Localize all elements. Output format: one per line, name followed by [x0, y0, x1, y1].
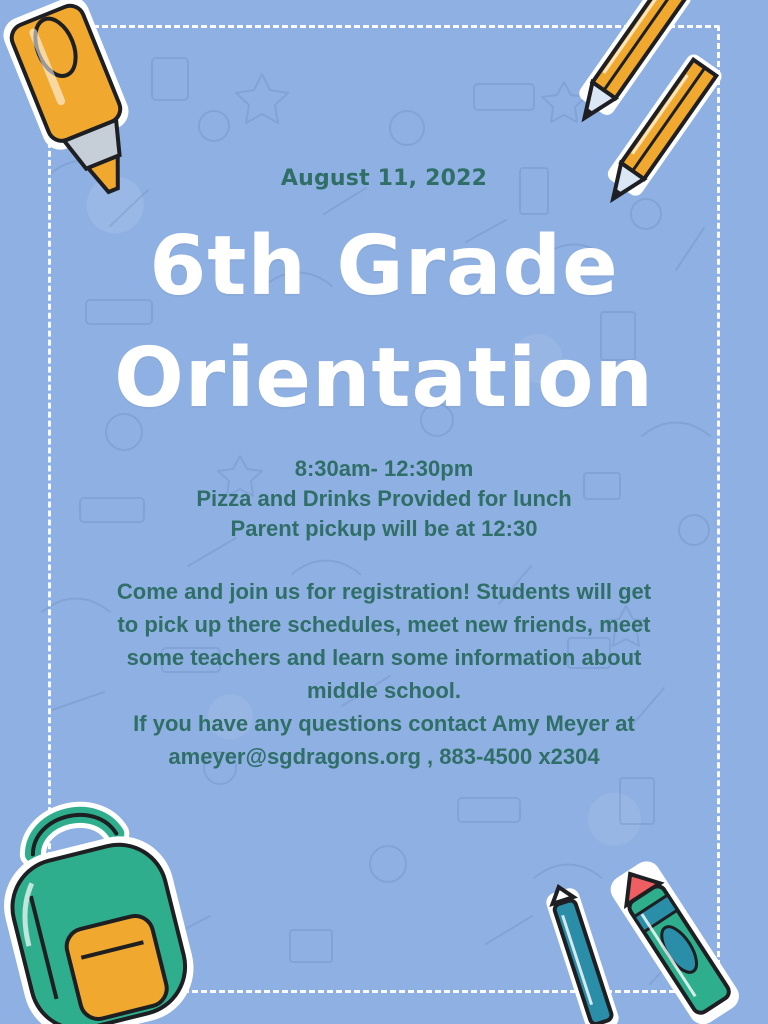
message-line-1: Come and join us for registration! Students will get — [116, 579, 652, 604]
event-food: Pizza and Drinks Provided for lunch — [196, 486, 572, 511]
message-line-4: middle school. — [306, 678, 462, 703]
event-pickup: Parent pickup will be at 12:30 — [230, 516, 538, 541]
event-title-line-1: 6th Grade — [149, 219, 619, 314]
message-line-6: ameyer@sgdragons.org , 883-4500 x2304 — [168, 744, 600, 769]
message-line-3: some teachers and learn some information about — [126, 645, 642, 670]
message-line-2: to pick up there schedules, meet new friends, meet — [117, 612, 651, 637]
message-line-5: If you have any questions contact Amy Meyer at — [133, 711, 635, 736]
event-time: 8:30am- 12:30pm — [294, 456, 474, 481]
event-title-line-2: Orientation — [114, 331, 654, 426]
event-date: August 11, 2022 — [280, 166, 488, 191]
event-details — [70, 454, 698, 544]
event-message — [70, 575, 698, 773]
